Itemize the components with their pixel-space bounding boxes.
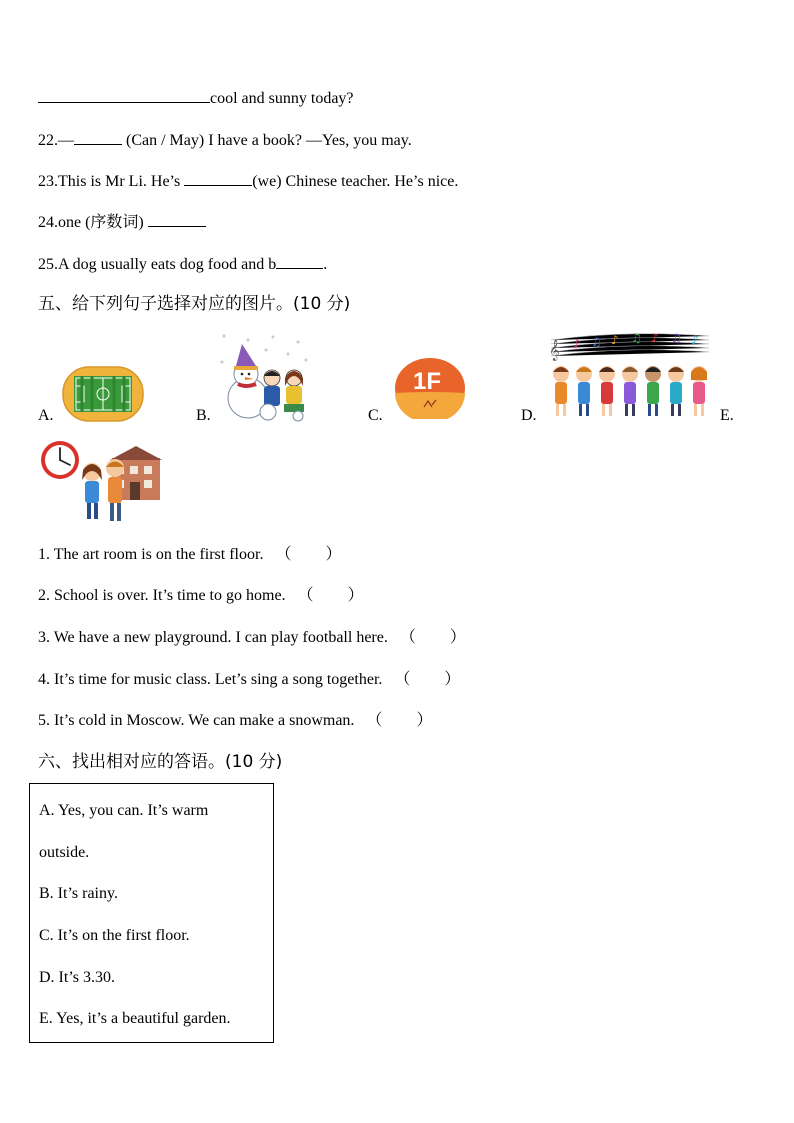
option-d-label: D. <box>521 407 537 424</box>
option-b-label: B. <box>196 407 211 424</box>
option-a-label: A. <box>38 407 54 424</box>
answer-bracket[interactable]: （ ） <box>366 712 433 729</box>
svg-text:♪: ♪ <box>611 333 619 347</box>
first-floor-badge-picture <box>394 357 466 419</box>
section-5-question-5: 5. It’s cold in Moscow. We can make a snowman. （ ） <box>38 712 433 729</box>
question-25-line: 25.A dog usually eats dog food and b . <box>38 256 328 273</box>
answer-option-d: D. It’s 3.30. <box>39 969 115 986</box>
answer-option-a: A. Yes, you can. It’s warm <box>39 802 209 819</box>
question-23-line: 23.This is Mr Li. He’s (we) Chinese teacher. He’s nice. <box>38 173 459 190</box>
section-6-title: 六、找出相对应的答语。(10 分) <box>38 752 283 772</box>
answer-option-a-continued: outside. <box>39 844 90 861</box>
answer-option-c: C. It’s on the first floor. <box>39 927 190 944</box>
svg-text:♫: ♫ <box>591 335 602 349</box>
svg-text:𝄞: 𝄞 <box>549 340 560 361</box>
question-22-line: 22.— (Can / May) I have a book? —Yes, you may. <box>38 132 412 149</box>
svg-text:♪: ♪ <box>691 333 699 347</box>
snowman-picture <box>218 332 312 422</box>
answer-option-b: B. It’s rainy. <box>39 885 118 902</box>
section-5-title: 五、给下列句子选择对应的图片。(10 分) <box>38 294 351 314</box>
section-5-question-2: 2. School is over. It’s time to go home. （ ） <box>38 587 364 604</box>
children-singing-picture <box>547 328 713 424</box>
answer-bracket[interactable]: （ ） <box>394 671 461 688</box>
option-e-label: E. <box>720 407 734 424</box>
answer-blank[interactable] <box>38 88 210 103</box>
answer-option-e: E. Yes, it’s a beautiful garden. <box>39 1010 231 1027</box>
svg-text:♪: ♪ <box>573 337 581 351</box>
school-over-picture <box>40 440 162 526</box>
answer-bracket[interactable]: （ ） <box>399 629 466 646</box>
svg-text:♫: ♫ <box>631 331 642 345</box>
football-field-picture <box>62 366 144 422</box>
question-24-line: 24.one (序数词) <box>38 212 206 233</box>
answer-bracket[interactable]: （ ） <box>297 587 364 604</box>
answer-blank[interactable] <box>148 212 206 227</box>
answer-blank[interactable] <box>74 130 122 145</box>
section-5-question-3: 3. We have a new playground. I can play football here. （ ） <box>38 629 466 646</box>
answer-blank[interactable] <box>276 254 323 269</box>
answer-bracket[interactable]: （ ） <box>275 546 342 563</box>
question-21-line: cool and sunny today? <box>38 88 354 109</box>
section-5-question-1: 1. The art room is on the first floor. （ ） <box>38 546 342 563</box>
answers-box <box>29 783 274 1043</box>
svg-text:♪: ♪ <box>651 331 659 345</box>
option-c-label: C. <box>368 407 383 424</box>
floor-badge-text: 1F <box>412 368 442 395</box>
svg-text:♫: ♫ <box>671 331 682 345</box>
section-5-question-4: 4. It’s time for music class. Let’s sing a song together. （ ） <box>38 671 461 688</box>
answer-blank[interactable] <box>184 171 252 186</box>
